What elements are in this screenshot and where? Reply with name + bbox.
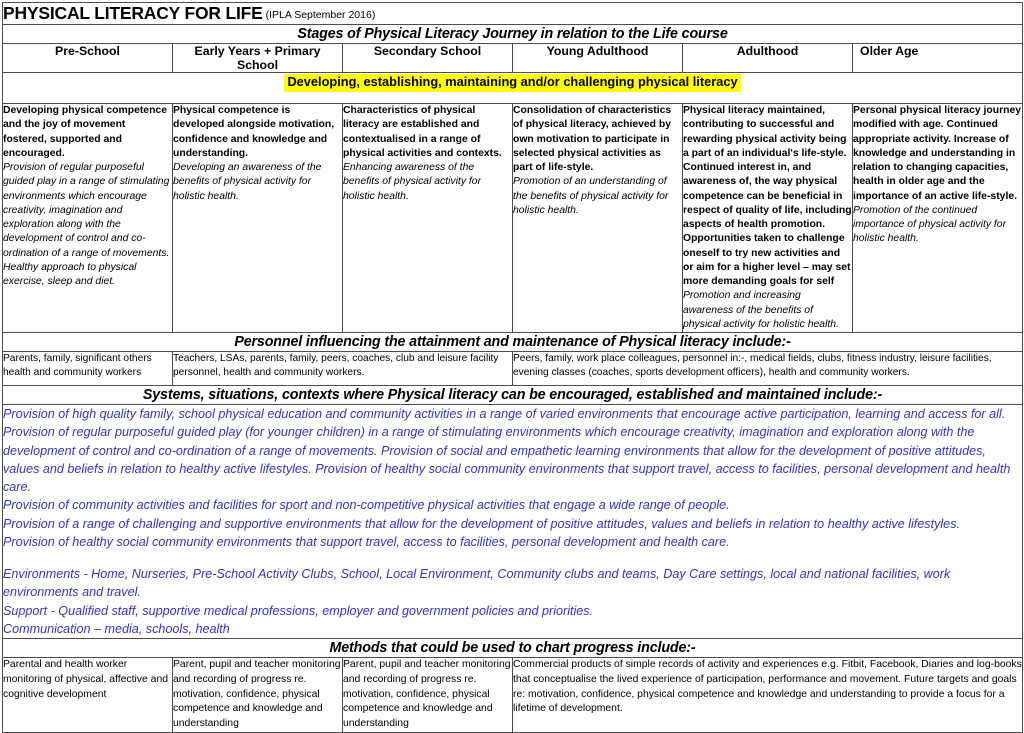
systems-paragraph: Provision of regular purposeful guided play (for younger children) in a range of stimulating environments which encourage creativity, imagination and exploration along with the development of control and co-ordination of a range of movements. Provision of social and empathetic learning environments that allow for the development of positive attitudes, values and beliefs in relation to healthy active lifestyles. Provision of healthy social community environments that support travel, access to facilities, personal development and health care. <box>3 425 1011 494</box>
stage-cell-older-age <box>853 104 1023 333</box>
stages-banner-row <box>3 25 1023 44</box>
personnel-banner-text: Personnel influencing the attainment and maintenance of Physical literacy include:- <box>234 334 791 350</box>
stage-cell-early-years-primary-school <box>173 104 343 333</box>
personnel-banner-row <box>3 333 1023 352</box>
systems-communication-paragraph: Communication – media, schools, health <box>3 621 230 636</box>
stage-header-adulthood: Adulthood <box>683 44 853 73</box>
stage-cell-italic-text: Promotion and increasing awareness of the benefits of physical activity for holistic health. <box>683 290 839 330</box>
systems-paragraph: Provision of community activities and facilities for sport and non-competitive physical activities that engage a wide range of people. <box>3 498 730 513</box>
stage-cell-young-adulthood <box>513 104 683 333</box>
methods-banner-row <box>3 639 1023 658</box>
title-row <box>3 3 1023 25</box>
systems-support-paragraph: Support - Qualified staff, supportive medical professions, employer and government policies and priorities. <box>3 603 594 618</box>
methods-cell-secondary-school: Parent, pupil and teacher monitoring and recording of progress re. motivation, confidence, physical competence and knowledge and understanding <box>343 658 513 733</box>
methods-cell-pre-school: Parental and health worker monitoring of physical, affective and cognitive development <box>3 658 173 733</box>
methods-banner-text: Methods that could be used to chart progress include:- <box>329 640 696 656</box>
stage-cell-italic-text: Promotion of the continued importance of physical activity for holistic health. <box>853 204 1007 245</box>
stage-cell-italic-text: Promotion of an understanding of the benefits of physical activity for holistic health. <box>513 176 669 216</box>
systems-content-cell <box>3 405 1023 639</box>
systems-environments-paragraph: Environments - Home, Nurseries, Pre-School Activity Clubs, School, Local Environment, Community clubs and teams, Day Care settings, local and national facilities, work environments and travel. <box>3 567 951 600</box>
methods-cell-primary-school: Parent, pupil and teacher monitoring and recording of progress re. motivation, confidence, physical competence and knowledge and understanding <box>173 658 343 733</box>
stage-headers-row <box>3 44 1023 73</box>
personnel-row <box>3 352 1023 386</box>
page-title: PHYSICAL LITERACY FOR LIFE <box>3 3 263 23</box>
personnel-cell-adult-stage: Peers, family, work place colleagues, personnel in:-, medical fields, clubs, fitness industry, leisure facilities, evening classes (coaches, sports development officers), health and community workers. <box>513 352 1023 386</box>
stage-cell-adulthood <box>683 104 853 333</box>
personnel-banner-cell <box>3 333 1023 352</box>
stage-cell-bold-text: Characteristics of physical literacy are established and contextualised in a range of physical activities and contexts. <box>343 105 502 159</box>
stage-cell-bold-text: Personal physical literacy journey modified with age. Continued appropriate activity. Increase of knowledge and understanding in relation to changing capacities, health in older age and the importance of an active life-style. <box>853 105 1022 202</box>
systems-content-row <box>3 405 1023 639</box>
stage-cell-bold-text: Physical competence is developed alongside motivation, confidence and knowledge and understanding. <box>173 105 335 159</box>
stage-cell-pre-school <box>3 104 173 333</box>
systems-banner-cell <box>3 386 1023 405</box>
personnel-cell-school-stage: Teachers, LSAs, parents, family, peers, coaches, club and leisure facility personnel, health and community workers. <box>173 352 513 386</box>
stage-header-older-age: Older Age <box>853 44 1023 73</box>
stage-cell-italic-text: Provision of regular purposeful guided play in a range of stimulating environments which encourage creativity, imagination and exploration along with the development of control and co-ordination of a range of movements. Healthy approach to physical exercise, sleep and diet. <box>3 162 170 287</box>
physical-literacy-table <box>2 2 1023 733</box>
systems-banner-row <box>3 386 1023 405</box>
stage-header-early-years-primary-school: Early Years + Primary School <box>173 44 343 73</box>
stages-banner-text: Stages of Physical Literacy Journey in relation to the Life course <box>297 26 728 42</box>
document-title-cell <box>3 3 1023 25</box>
stage-cell-bold-text: Developing physical competence and the joy of movement fostered, supported and encouraged. <box>3 105 167 159</box>
page-title-subtitle: (IPLA September 2016) <box>265 9 376 21</box>
stage-cell-bold-text: Physical literacy maintained, contributing to successful and rewarding physical activity being a part of an individual's life-style. Continued interest in, and awareness of, the way physical competence can be beneficial in respect of quality of life, including aspects of health promotion. Opportunities taken to challenge oneself to try new activities and or aim for a higher level – may set more demanding goals for self <box>683 105 852 287</box>
systems-banner-text: Systems, situations, contexts where Physical literacy can be encouraged, established and maintained include:- <box>142 387 883 403</box>
systems-paragraph: Provision of a range of challenging and supportive environments that allow for the development of positive attitudes, values and beliefs in relation to healthy active lifestyles. <box>3 516 960 531</box>
highlight-banner-text: Developing, establishing, maintaining and/or challenging physical literacy <box>284 74 740 92</box>
highlight-banner-cell <box>3 73 1023 104</box>
methods-banner-cell <box>3 639 1023 658</box>
highlight-row <box>3 73 1023 104</box>
stages-banner-cell <box>3 25 1023 44</box>
stage-header-pre-school: Pre-School <box>3 44 173 73</box>
methods-row <box>3 658 1023 733</box>
systems-paragraph: Provision of high quality family, school physical education and community activities in a range of varied environments that encourage active participation, learning and access for all. <box>3 407 1006 421</box>
stage-cell-bold-text: Consolidation of characteristics of physical literacy, achieved by own motivation to participate in selected physical activities as part of life-style. <box>513 105 672 173</box>
methods-cell-adult: Commercial products of simple records of activity and experiences e.g. Fitbit, Facebook, Diaries and log-books that conceptualise the lived experience of participation, performance and movement. Future targets and goals re: motivation, confidence, physical competence and knowledge and understanding to provide a focus for a lifetime of development. <box>513 658 1023 733</box>
stage-header-young-adulthood: Young Adulthood <box>513 44 683 73</box>
stage-cell-secondary-school <box>343 104 513 333</box>
personnel-cell-early-stage: Parents, family, significant others health and community workers <box>3 352 173 386</box>
systems-paragraph: Provision of healthy social community environments that support travel, access to facilities, personal development and health care. <box>3 534 730 549</box>
stage-cell-italic-text: Developing an awareness of the benefits of physical activity for holistic health. <box>173 162 322 202</box>
stage-cell-italic-text: Enhancing awareness of the benefits of physical activity for holistic health. <box>343 162 482 202</box>
stage-header-secondary-school: Secondary School <box>343 44 513 73</box>
stage-body-row <box>3 104 1023 333</box>
